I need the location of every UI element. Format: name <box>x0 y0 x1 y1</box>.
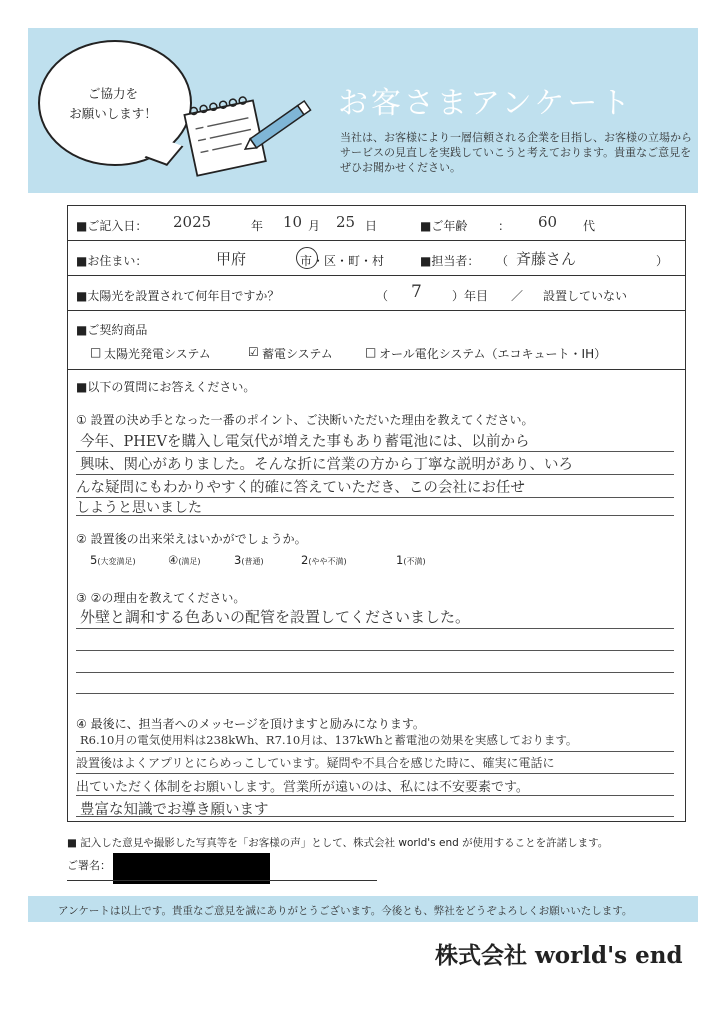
date-day-unit: 日 <box>365 219 378 233</box>
date-label: ■ご記入日： <box>76 219 148 233</box>
q2-option-3-text: (普通) <box>241 557 264 566</box>
q3-line-4 <box>76 693 674 694</box>
row-solar-years <box>68 276 685 311</box>
address-circle-mark <box>296 247 318 269</box>
rep-open-paren: （ <box>496 254 509 268</box>
q2-label: ② 設置後の出来栄えはいかがでしょうか。 <box>76 532 307 546</box>
q2-option-5[interactable] <box>90 553 136 567</box>
q4-line-1 <box>76 751 674 752</box>
q4-label: ④ 最後に、担当者へのメッセージを頂けますと励みになります。 <box>76 717 425 731</box>
q4-line-3 <box>76 795 674 796</box>
pencil-icon <box>238 96 320 156</box>
page-title: お客さまアンケート <box>338 86 634 121</box>
product-solar-label: 太陽光発電システム <box>104 347 211 361</box>
rep-label: ■担当者： <box>420 254 480 268</box>
date-year[interactable]: 2025 <box>173 213 212 231</box>
products-label: ■ご契約商品 <box>76 323 148 337</box>
product-allelectric-label: オール電化システム（エコキュート・IH） <box>379 347 607 361</box>
row-address-rep <box>68 241 685 276</box>
company-name: 株式会社 world's end <box>435 942 683 969</box>
q4-answer-line-4[interactable]: 豊富な知識でお導き願います <box>80 802 269 818</box>
q2-option-4[interactable] <box>168 553 201 567</box>
intro-text: 当社は、お客様により一層信頼される企業を目指し、お客様の立場からサービスの見直しを実践していこうと考えております。貴重なご意見をぜひお聞かせください。 <box>340 131 692 174</box>
product-battery-checkbox[interactable]: ☑ <box>248 345 259 359</box>
product-solar-checkbox[interactable]: □ <box>90 345 102 359</box>
q3-line-2 <box>76 650 674 651</box>
solar-close-paren: ）年目 <box>452 289 489 303</box>
date-month-unit: 月 <box>308 219 321 233</box>
footer-text: アンケートは以上です。貴重なご意見を誠にありがとうございます。今後とも、弊社をどうぞよろしくお願いいたします。 <box>58 905 633 917</box>
q4-answer-line-3[interactable]: 出ていただく体制をお願いします。営業所が遠いのは、私には不安要素です。 <box>76 780 529 795</box>
date-day[interactable]: 25 <box>336 213 356 231</box>
q2-option-4-text: (満足) <box>178 557 201 566</box>
q4-answer-line-2[interactable]: 設置後はよくアプリとにらめっこしています。疑問や不具合を感じた時に、確実に電話に <box>76 756 555 770</box>
product-allelectric-checkbox[interactable]: □ <box>365 345 377 359</box>
row-products <box>68 311 685 370</box>
age-unit: 代 <box>583 219 596 233</box>
solar-years-value[interactable]: 7 <box>411 282 422 302</box>
q2-option-1-num: 1 <box>396 553 404 567</box>
row-date-age <box>68 206 685 241</box>
consent-text: ■ 記入した意見や撮影した写真等を「お客様の声」として、株式会社 world's end が使用することを許諾します。 <box>67 837 609 849</box>
q2-option-2-text: (やや不満) <box>308 557 347 566</box>
q3-answer-line-1[interactable]: 外壁と調和する色あいの配管を設置してくださいました。 <box>80 608 471 626</box>
bubble-text: ご協力を お願いします！ <box>69 86 157 121</box>
address-options: 市・区・町・村 <box>300 254 385 268</box>
rep-close-paren: ） <box>656 254 669 268</box>
q3-line-1 <box>76 628 674 629</box>
q1-answer-line-3[interactable]: んな疑問にもわかりやすく的確に答えていただき、この会社にお任せ <box>76 480 525 496</box>
q2-option-2-num: 2 <box>301 553 309 567</box>
age-value[interactable]: 60 <box>538 213 558 231</box>
q3-line-3 <box>76 672 674 673</box>
solar-slash: ／ <box>511 289 524 303</box>
address-value[interactable]: 甲府 <box>216 250 247 268</box>
signature-line <box>67 880 377 881</box>
rep-value[interactable]: 斉藤さん <box>516 250 577 268</box>
q4-line-2 <box>76 773 674 774</box>
signature-label: ご署名： <box>67 859 111 872</box>
solar-open-paren: （ <box>376 289 389 303</box>
questions-label: ■以下の質問にお答えください。 <box>76 380 256 394</box>
q1-line-1 <box>76 451 674 452</box>
solar-none-option[interactable]: 設置していない <box>543 289 628 303</box>
q2-option-1[interactable] <box>396 553 426 567</box>
q1-answer-line-1[interactable]: 今年、PHEVを購入し電気代が増えた事もあり蓄電池には、以前から <box>80 434 530 450</box>
survey-form <box>67 205 686 822</box>
q2-option-3-num: 3 <box>234 553 242 567</box>
q2-option-2[interactable] <box>301 553 347 567</box>
date-year-unit: 年 <box>251 219 264 233</box>
age-colon: ： <box>498 219 511 233</box>
q1-label: ① 設置の決め手となった一番のポイント、ご決断いただいた理由を教えてください。 <box>76 413 534 427</box>
q4-line-4 <box>76 816 674 817</box>
q2-option-5-num: 5 <box>90 553 98 567</box>
q2-option-4-num: ④ <box>168 553 179 567</box>
age-label: ■ご年齢 <box>420 219 468 233</box>
q3-label: ③ ②の理由を教えてください。 <box>76 591 246 605</box>
q2-option-3[interactable] <box>234 553 264 567</box>
q2-option-5-text: (大変満足) <box>97 557 136 566</box>
q4-answer-line-1[interactable]: R6.10月の電気使用料は238kWh、R7.10月は、137kWhと蓄電池の効果を実感しております。 <box>80 733 578 747</box>
address-label: ■お住まい： <box>76 254 148 268</box>
date-month[interactable]: 10 <box>283 213 303 231</box>
q1-answer-line-4[interactable]: しようと思いました <box>76 500 202 516</box>
q2-option-1-text: (不満) <box>403 557 426 566</box>
solar-label: ■太陽光を設置されて何年目ですか？ <box>76 289 280 303</box>
product-battery-label: 蓄電システム <box>262 347 333 361</box>
q1-line-2 <box>76 474 674 475</box>
q1-answer-line-2[interactable]: 興味、関心がありました。そんな折に営業の方から丁寧な説明があり、いろ <box>80 457 573 473</box>
